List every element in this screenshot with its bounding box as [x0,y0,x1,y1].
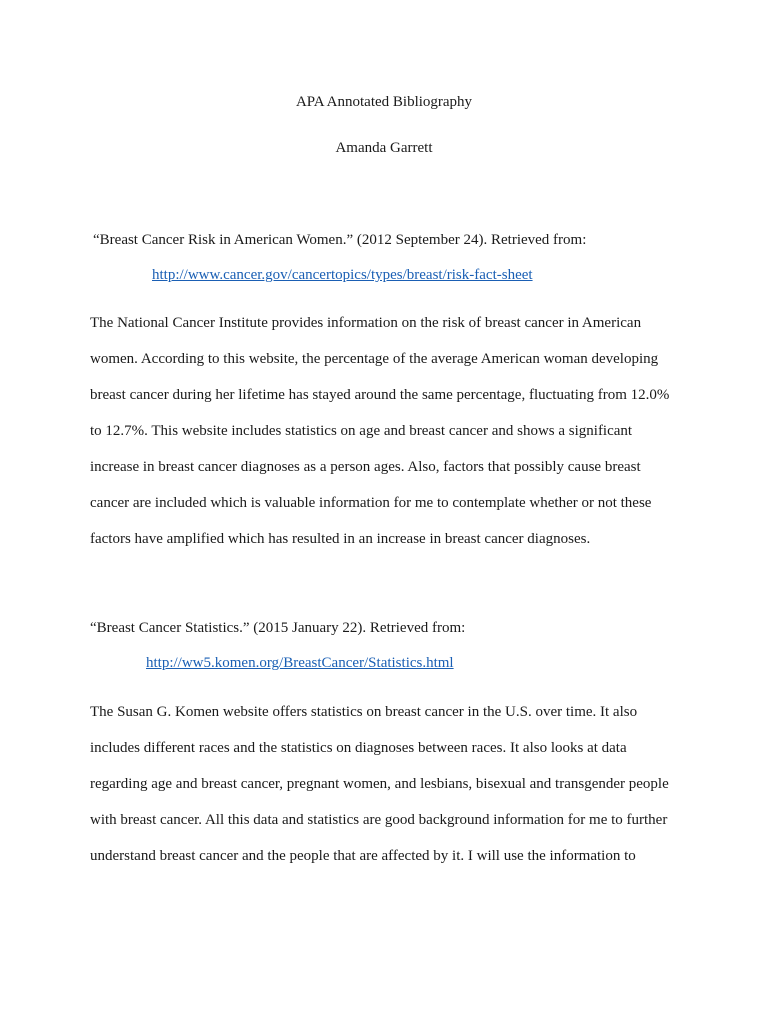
annotation-line: The Susan G. Komen website offers statistics on breast cancer in the U.S. over time. It also [90,704,638,720]
annotation-line: breast cancer during her lifetime has stayed around the same percentage, fluctuating from 12.0% [90,387,670,403]
annotation-line: women. According to this website, the percentage of the average American woman developing [90,351,659,367]
annotation-line: to 12.7%. This website includes statistics on age and breast cancer and shows a significant [90,423,633,439]
annotation-line: factors have amplified which has resulted in an increase in breast cancer diagnoses. [90,531,591,547]
annotation-line: regarding age and breast cancer, pregnant women, and lesbians, bisexual and transgender people [90,776,669,792]
annotation-line: cancer are included which is valuable information for me to contemplate whether or not these [90,495,652,511]
document-title: APA Annotated Bibliography [295,94,473,110]
annotation-line: The National Cancer Institute provides information on the risk of breast cancer in American [90,315,642,331]
annotation-1 [90,313,680,565]
document-author: Amanda Garrett [335,140,433,156]
citation-2-link[interactable]: http://ww5.komen.org/BreastCancer/Statistics.html [146,655,454,671]
annotation-line: includes different races and the statistics on diagnoses between races. It also looks at data [90,740,627,756]
annotation-line: understand breast cancer and the people that are affected by it. I will use the information to [90,848,636,864]
annotation-2 [90,702,680,882]
citation-1-link[interactable]: http://www.cancer.gov/cancertopics/types/breast/risk-fact-sheet [152,267,533,283]
annotation-line: with breast cancer. All this data and statistics are good background information for me to further [90,812,668,828]
citation-1: “Breast Cancer Risk in American Women.” (2012 September 24). Retrieved from: [93,232,587,248]
citation-2: “Breast Cancer Statistics.” (2015 January 22). Retrieved from: [90,620,466,636]
annotation-line: increase in breast cancer diagnoses as a person ages. Also, factors that possibly cause breast [90,459,641,475]
